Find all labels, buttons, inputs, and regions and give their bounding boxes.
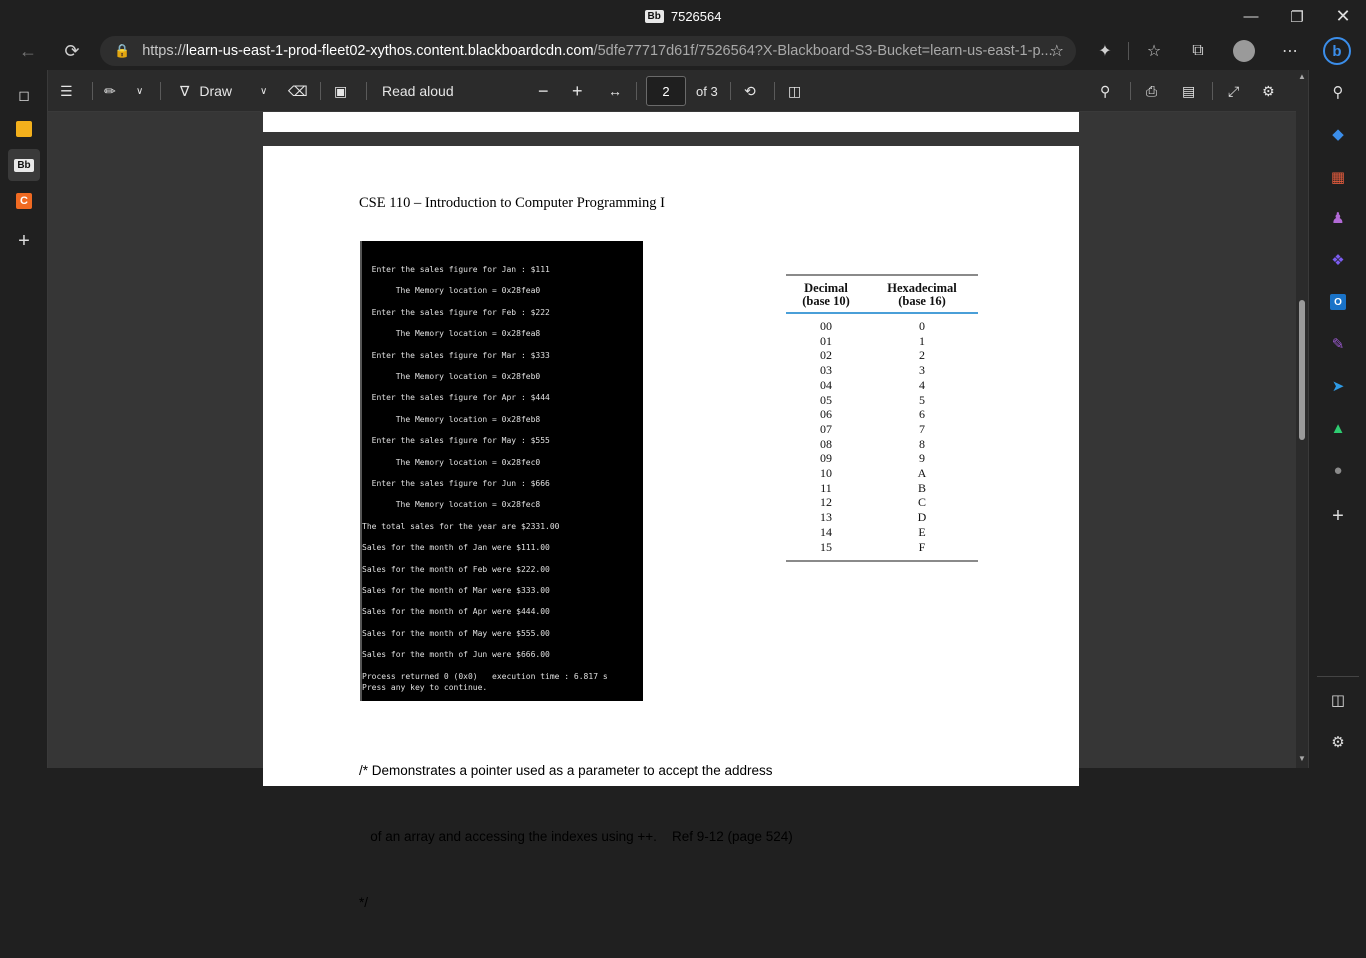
decimal-header-line1: Decimal [804, 281, 848, 295]
scroll-thumb[interactable] [1299, 300, 1305, 440]
decimal-column-header [778, 282, 874, 308]
zoom-out-button[interactable]: − [538, 80, 549, 101]
hex-cell: 8 [919, 436, 925, 451]
console-line: The total sales for the year are $2331.00 [362, 521, 560, 531]
outlook-icon[interactable]: O [1324, 288, 1352, 316]
toolbar-separator [636, 82, 637, 100]
pdf-page-1 [263, 112, 1079, 132]
sidebar-search-icon[interactable]: ⚲ [1332, 84, 1344, 101]
decimal-cell: 12 [820, 495, 832, 510]
toolbar-divider [1128, 42, 1129, 60]
decimal-cell: 09 [820, 451, 832, 466]
fullscreen-icon[interactable]: ⤢ [1228, 82, 1240, 99]
console-line: Sales for the month of Feb were $222.00 [362, 564, 550, 574]
console-line: The Memory location = 0x28feb8 [362, 414, 541, 424]
print-icon[interactable]: ⎙ [1146, 82, 1158, 99]
console-line: Sales for the month of Apr were $444.00 [362, 607, 550, 617]
decimal-cell: 05 [820, 392, 832, 407]
console-line: Enter the sales figure for Apr : $444 [362, 393, 550, 403]
console-line: Enter the sales figure for Jan : $111 [362, 265, 550, 274]
toolbar-separator [1212, 82, 1213, 100]
code-comment [359, 716, 793, 958]
extensions-icon[interactable]: ✦ [1098, 43, 1112, 60]
hex-cell: E [918, 524, 926, 539]
bing-icon: b [1323, 37, 1351, 65]
hex-cell: 9 [919, 451, 925, 466]
code-line: /* Demonstrates a pointer used as a parameter to accept the address [359, 763, 773, 778]
blackboard-icon: Bb [14, 159, 33, 172]
close-window-button[interactable]: ✕ [1335, 6, 1351, 26]
search-icon[interactable]: ⚲ [1100, 82, 1111, 99]
toolbar-separator [774, 82, 775, 100]
more-menu-icon[interactable]: ⋯ [1282, 43, 1298, 60]
chevron-down-icon[interactable]: ∨ [260, 85, 268, 97]
console-line: Sales for the month of May were $555.00 [362, 628, 550, 638]
tools-briefcase-icon[interactable]: ▦ [1330, 169, 1346, 186]
console-line: The Memory location = 0x28fea0 [362, 286, 541, 296]
url-host: learn-us-east-1-prod-fleet02-xythos.content.blackboardcdn.com [185, 43, 594, 59]
scroll-down-arrow-icon[interactable]: ▼ [1298, 754, 1306, 763]
window-title-text: 7526564 [670, 9, 722, 24]
draw-icon: ∇ [180, 82, 190, 99]
chevron-down-icon[interactable]: ∨ [136, 85, 144, 97]
sidebar-divider [1317, 676, 1359, 677]
console-line: Sales for the month of Jun were $666.00 [362, 650, 550, 660]
toolbar-separator [366, 82, 367, 100]
hex-cell: F [918, 539, 926, 554]
back-icon[interactable]: ← [19, 40, 37, 61]
lock-icon: 🔒 [114, 43, 131, 58]
hex-cell: 5 [919, 392, 925, 407]
pdf-toolbar [48, 70, 1308, 112]
draw-button[interactable] [180, 70, 232, 112]
hex-header-line1: Hexadecimal [887, 281, 957, 295]
hide-sidebar-icon[interactable]: ◫ [1330, 692, 1346, 709]
window-title [0, 0, 1366, 33]
console-output-image [360, 241, 643, 701]
toolbar-separator [1130, 82, 1131, 100]
console-line: Sales for the month of Mar were $333.00 [362, 586, 550, 595]
highlight-icon[interactable]: ✏ [104, 82, 116, 99]
forest-icon[interactable]: ● [1333, 461, 1343, 479]
decimal-cell: 10 [820, 466, 832, 480]
table-bottom-rule [786, 560, 978, 562]
sidebar-settings-gear-icon[interactable]: ⚙ [1331, 734, 1345, 751]
toolbar-separator [730, 82, 731, 100]
url-path: /5dfe77717d61f/7526564?X-Blackboard-S3-Bucket=learn-us-east-1-p... [593, 43, 1053, 59]
vertical-scrollbar[interactable] [1296, 70, 1308, 768]
decimal-cell: 04 [820, 377, 832, 392]
page-view-icon[interactable]: ◫ [788, 82, 802, 99]
decimal-cell: 01 [820, 333, 832, 348]
page-number-input[interactable]: 2 [646, 76, 686, 106]
text-box-icon[interactable]: ▣ [334, 82, 348, 99]
tree-icon[interactable]: ▲ [1330, 419, 1346, 437]
favorites-icon[interactable]: ☆ [1146, 43, 1162, 60]
decimal-hex-table [786, 274, 978, 562]
toolbar-separator [92, 82, 93, 100]
games-icon[interactable]: ♟ [1331, 210, 1345, 227]
scroll-up-arrow-icon[interactable]: ▲ [1298, 72, 1306, 81]
draw-label: Draw [199, 83, 233, 99]
restore-button[interactable]: ❐ [1290, 8, 1304, 26]
decimal-cell: 08 [820, 436, 832, 451]
console-line: Process returned 0 (0x0) execution time : 6.817 s [362, 671, 608, 681]
hex-cell: B [917, 480, 926, 495]
console-line: Sales for the month of Jan were $111.00 [362, 543, 550, 553]
edge-sidebar [1308, 70, 1366, 768]
fit-width-icon[interactable]: ↔ [608, 83, 622, 99]
tab-blackboard[interactable] [8, 149, 40, 181]
decimal-cell: 13 [820, 510, 832, 525]
pdf-page-2 [263, 146, 1079, 910]
console-line: Enter the sales figure for Mar : $333 [362, 350, 550, 360]
new-tab-icon[interactable]: + [18, 229, 30, 252]
telegram-send-icon[interactable]: ➤ [1331, 378, 1345, 395]
console-line: Enter the sales figure for May : $555 [362, 436, 550, 446]
table-top-rule [786, 274, 978, 276]
zoom-in-button[interactable]: + [572, 80, 583, 101]
decimal-cell: 02 [820, 348, 832, 363]
console-line: The Memory location = 0x28feb0 [362, 372, 541, 381]
decimal-cell: 03 [820, 363, 832, 378]
hex-cell: 1 [919, 333, 925, 348]
minimize-button[interactable]: — [1243, 8, 1259, 25]
decimal-cell: 07 [820, 421, 832, 436]
decimal-cell: 11 [820, 480, 832, 495]
hex-header-line2: (base 16) [898, 294, 946, 308]
page-total: of 3 [696, 83, 718, 99]
hex-cell: C [917, 495, 926, 510]
decimal-cell: 14 [820, 524, 832, 539]
url-scheme: https:// [142, 43, 186, 59]
code-line: of an array and accessing the indexes using ++. Ref 9-12 (page 524) [359, 829, 793, 844]
designer-icon[interactable]: ✎ [1331, 336, 1345, 353]
hex-cell: 6 [919, 407, 925, 422]
address-bar[interactable] [100, 36, 1076, 66]
collections-icon[interactable]: ⧉ [1192, 42, 1204, 59]
decimal-cell: 15 [820, 539, 832, 554]
settings-gear-icon[interactable]: ⚙ [1262, 82, 1275, 99]
hex-column-header [874, 282, 970, 308]
avatar [1233, 40, 1255, 62]
c-app-icon: C [16, 193, 32, 209]
tab-c[interactable] [8, 185, 40, 217]
toolbar-separator [320, 82, 321, 100]
hex-cell: D [917, 510, 927, 525]
tab-actions-icon[interactable]: ◻ [18, 86, 30, 103]
console-line: Enter the sales figure for Jun : $666 [362, 479, 550, 488]
console-line: Press any key to continue. [362, 682, 488, 692]
decimal-cell: 00 [820, 319, 832, 333]
console-line: The Memory location = 0x28fea8 [362, 329, 541, 339]
notes-icon [16, 121, 32, 137]
hex-cell: 3 [919, 363, 925, 378]
hex-cell: A [917, 466, 927, 480]
tab-notes[interactable] [8, 113, 40, 145]
contents-icon[interactable]: ☰ [60, 82, 73, 99]
add-sidebar-app-icon[interactable]: + [1332, 504, 1344, 527]
eraser-icon[interactable]: ⌫ [288, 82, 308, 99]
console-line: Enter the sales figure for Feb : $222 [362, 307, 550, 317]
decimal-header-line2: (base 10) [802, 294, 850, 308]
pdf-viewer[interactable] [48, 112, 1296, 910]
rotate-icon[interactable]: ⟲ [744, 82, 756, 99]
toolbar-separator [160, 82, 161, 100]
decimal-cell: 06 [820, 407, 832, 422]
hex-cell: 7 [919, 421, 925, 436]
table-header-rule [786, 312, 978, 314]
copilot-icon[interactable]: ❖ [1331, 252, 1345, 269]
add-favorite-icon[interactable]: ☆ [1049, 43, 1064, 60]
console-line: The Memory location = 0x28fec8 [362, 500, 541, 510]
page-title: CSE 110 – Introduction to Computer Programming I [359, 195, 665, 211]
console-line: The Memory location = 0x28fec0 [362, 457, 541, 467]
blackboard-tab-icon: Bb [645, 10, 664, 23]
profile-button[interactable] [1228, 35, 1260, 67]
refresh-icon[interactable]: ⟳ [64, 40, 80, 61]
hex-cell: 4 [919, 377, 925, 392]
hex-cell: 0 [919, 319, 925, 333]
bing-copilot-button[interactable] [1323, 37, 1351, 65]
read-aloud-button[interactable]: Read aloud [382, 83, 454, 99]
code-line: */ [359, 895, 369, 910]
shopping-tag-icon[interactable]: ◆ [1332, 126, 1344, 143]
save-icon[interactable]: ▤ [1182, 82, 1196, 99]
hex-cell: 2 [919, 348, 925, 363]
